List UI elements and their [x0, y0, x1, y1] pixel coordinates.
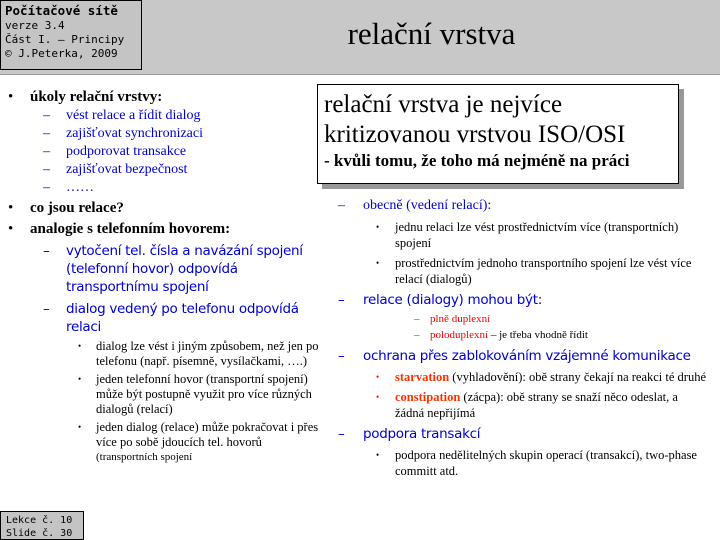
- task-item: zajišťovat bezpečnost: [66, 162, 188, 177]
- slide-title: relační vrstva: [347, 16, 516, 51]
- list-item: [338, 347, 708, 365]
- full-duplex-label: plně duplexní: [430, 313, 491, 325]
- task-item: zajišťovat synchronizaci: [66, 126, 203, 141]
- tasks-heading: úkoly relační vrstvy:: [30, 89, 163, 105]
- task-item: ……: [66, 180, 94, 195]
- task-item: vést relace a řídit dialog: [66, 108, 201, 123]
- callout-line-2: kritizovanou vrstvou ISO/OSI: [324, 121, 626, 148]
- list-item: [8, 420, 323, 465]
- protection-heading: ochrana přes zablokováním vzájemné komunikace: [363, 348, 691, 364]
- half-duplex-label: poloduplexní: [430, 329, 489, 341]
- bullet-icon: •: [78, 341, 82, 351]
- list-item: [338, 447, 708, 479]
- constipation-desc: (zácpa): obě strany se snaží něco odeslat, a žádná nepřijímá: [395, 390, 678, 420]
- dialogs-heading: relace (dialogy) mohou být:: [363, 292, 542, 308]
- bullet-icon: •: [8, 200, 14, 216]
- course-author: © J.Peterka, 2009: [5, 47, 118, 60]
- list-item: [338, 311, 708, 327]
- dash-icon: –: [43, 108, 50, 123]
- transactions-sub-item: podpora nedělitelných skupin operací (transakcí), two-phase committ atd.: [395, 448, 697, 478]
- left-column: [8, 88, 323, 465]
- bullet-icon: •: [376, 258, 380, 268]
- list-item: [8, 300, 323, 336]
- list-item: [8, 179, 323, 197]
- bullet-icon: •: [376, 392, 380, 402]
- dash-icon: –: [338, 292, 345, 308]
- list-item: [8, 161, 323, 179]
- list-item: [338, 255, 708, 287]
- list-item: [338, 219, 708, 251]
- dash-icon: –: [43, 162, 50, 177]
- list-item: [8, 199, 323, 218]
- callout-line-3: - kvůli tomu, že toho má nejméně na práci: [324, 151, 630, 170]
- bullet-icon: •: [376, 372, 380, 382]
- general-sub-item: jednu relaci lze vést prostřednictvím více (transportních) spojení: [395, 220, 679, 250]
- lecture-number: Lekce č. 10: [6, 515, 73, 526]
- sessions-question: co jsou relace?: [30, 200, 124, 216]
- list-item: [338, 291, 708, 309]
- bullet-icon: •: [8, 221, 14, 237]
- slide-number-box: [0, 511, 84, 540]
- list-item: [8, 372, 323, 417]
- course-info-box: [0, 0, 142, 70]
- course-version: verze 3.4: [5, 19, 65, 32]
- list-item: [8, 107, 323, 125]
- dash-icon: –: [43, 243, 50, 259]
- dash-icon: –: [43, 301, 50, 317]
- dash-icon: –: [338, 198, 345, 213]
- course-title: Počítačové sítě: [5, 3, 118, 18]
- list-item: [8, 143, 323, 161]
- transactions-heading: podpora transakcí: [363, 426, 481, 442]
- analogy-sub-item: jeden dialog (relace) může pokračovat i přes více po sobě jdoucích tel. hovorů: [96, 420, 319, 449]
- list-item: [8, 339, 323, 369]
- list-item: [8, 88, 323, 107]
- analogy-item: dialog vedený po telefonu odpovídá relaci: [66, 301, 299, 335]
- bullet-icon: •: [78, 374, 82, 384]
- analogy-item: vytočení tel. čísla a navázání spojení (telefonní hovor) odpovídá transportnímu spojení: [66, 243, 303, 295]
- callout-box: [317, 84, 679, 184]
- starvation-desc: (vyhladovění): obě strany čekají na reakci té druhé: [449, 370, 707, 384]
- starvation-term: starvation: [395, 370, 450, 384]
- dash-icon: –: [414, 313, 420, 325]
- dash-icon: –: [43, 126, 50, 141]
- bullet-icon: •: [8, 89, 14, 105]
- list-item: [338, 197, 708, 215]
- dash-icon: –: [43, 144, 50, 159]
- dash-icon: –: [43, 180, 50, 195]
- list-item: [8, 125, 323, 143]
- list-item: [338, 369, 708, 385]
- list-item: [338, 327, 708, 343]
- dash-icon: –: [414, 329, 420, 341]
- list-item: [8, 220, 323, 239]
- list-item: [338, 425, 708, 443]
- right-column: [338, 197, 708, 479]
- callout-line-1: relační vrstva je nejvíce: [324, 91, 563, 118]
- analogy-heading: analogie s telefonním hovorem:: [30, 221, 231, 237]
- bullet-icon: •: [376, 222, 380, 232]
- analogy-sub-item: jeden telefonní hovor (transportní spojení) může být postupně využit pro více různých dialogů (relací): [96, 372, 312, 416]
- dash-icon: –: [338, 426, 345, 442]
- analogy-sub-item: dialog lze vést i jiným způsobem, než jen po telefonu (např. písemně, vysílačkami, ….): [96, 339, 319, 368]
- bullet-icon: •: [376, 450, 380, 460]
- list-item: [8, 242, 323, 296]
- slide-number: Slide č. 30: [6, 528, 73, 539]
- dash-icon: –: [338, 348, 345, 364]
- constipation-term: constipation: [395, 390, 461, 404]
- list-item: [338, 389, 708, 421]
- analogy-sub-tail: (transportních spojení: [96, 451, 193, 463]
- course-part: Část I. – Principy: [5, 33, 125, 46]
- general-sub-item: prostřednictvím jednoho transportního spojení lze vést více relací (dialogů): [395, 256, 692, 286]
- bullet-icon: •: [78, 422, 82, 432]
- task-item: podporovat transakce: [66, 144, 187, 159]
- half-duplex-note: – je třeba vhodně řídit: [488, 329, 588, 341]
- general-heading: obecně (vedení relací):: [363, 198, 492, 213]
